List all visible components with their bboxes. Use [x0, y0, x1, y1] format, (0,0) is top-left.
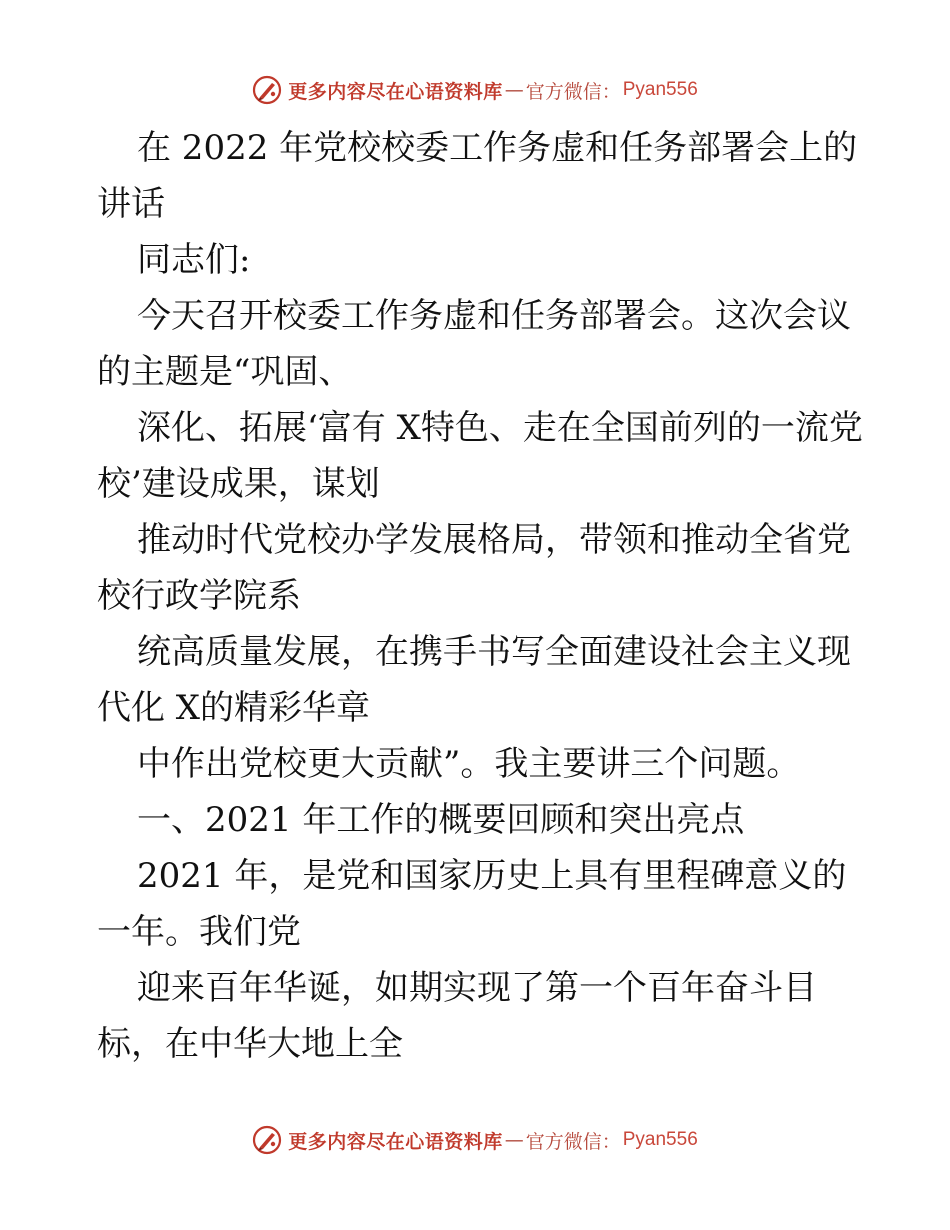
watermark-wechat-label: 官方微信： [525, 80, 621, 103]
body-paragraph: 推动时代党校办学发展格局，带领和推动全省党校行政学院系 [97, 520, 851, 616]
body-paragraph: 中作出党校更大贡献”。我主要讲三个问题。 [137, 744, 801, 784]
watermark-wechat-label: 官方微信： [525, 1130, 621, 1153]
watermark-wechat-id: Pyan556 [622, 79, 698, 100]
quill-pen-logo-icon [252, 75, 282, 105]
watermark-wechat-id: Pyan556 [622, 1129, 698, 1150]
body-paragraph: 统高质量发展，在携手书写全面建设社会主义现代化 X的精彩华章 [97, 632, 851, 728]
body-paragraph: 深化、拓展‘富有 X特色、走在全国前列的一流党校’建设成果，谋划 [97, 408, 863, 504]
header-watermark-banner [0, 70, 950, 110]
salutation: 同志们: [137, 240, 251, 280]
watermark-dash: — [504, 1129, 524, 1151]
section-heading: 一、2021 年工作的概要回顾和突出亮点 [137, 800, 745, 840]
watermark-site-text: 更多内容尽在心语资料库 [288, 80, 503, 103]
quill-pen-logo-icon [252, 1125, 282, 1155]
body-paragraph: 迎来百年华诞，如期实现了第一个百年奋斗目标，在中华大地上全 [97, 968, 817, 1064]
body-paragraph: 2021 年，是党和国家历史上具有里程碑意义的一年。我们党 [97, 856, 847, 952]
watermark-site-text: 更多内容尽在心语资料库 [288, 1130, 503, 1153]
document-title: 在 2022 年党校校委工作务虚和任务部署会上的讲话 [97, 128, 858, 224]
watermark-dash: — [504, 79, 524, 101]
document-body [97, 120, 867, 1072]
body-paragraph: 今天召开校委工作务虚和任务部署会。这次会议的主题是“巩固、 [97, 296, 851, 392]
footer-watermark-banner [0, 1120, 950, 1160]
